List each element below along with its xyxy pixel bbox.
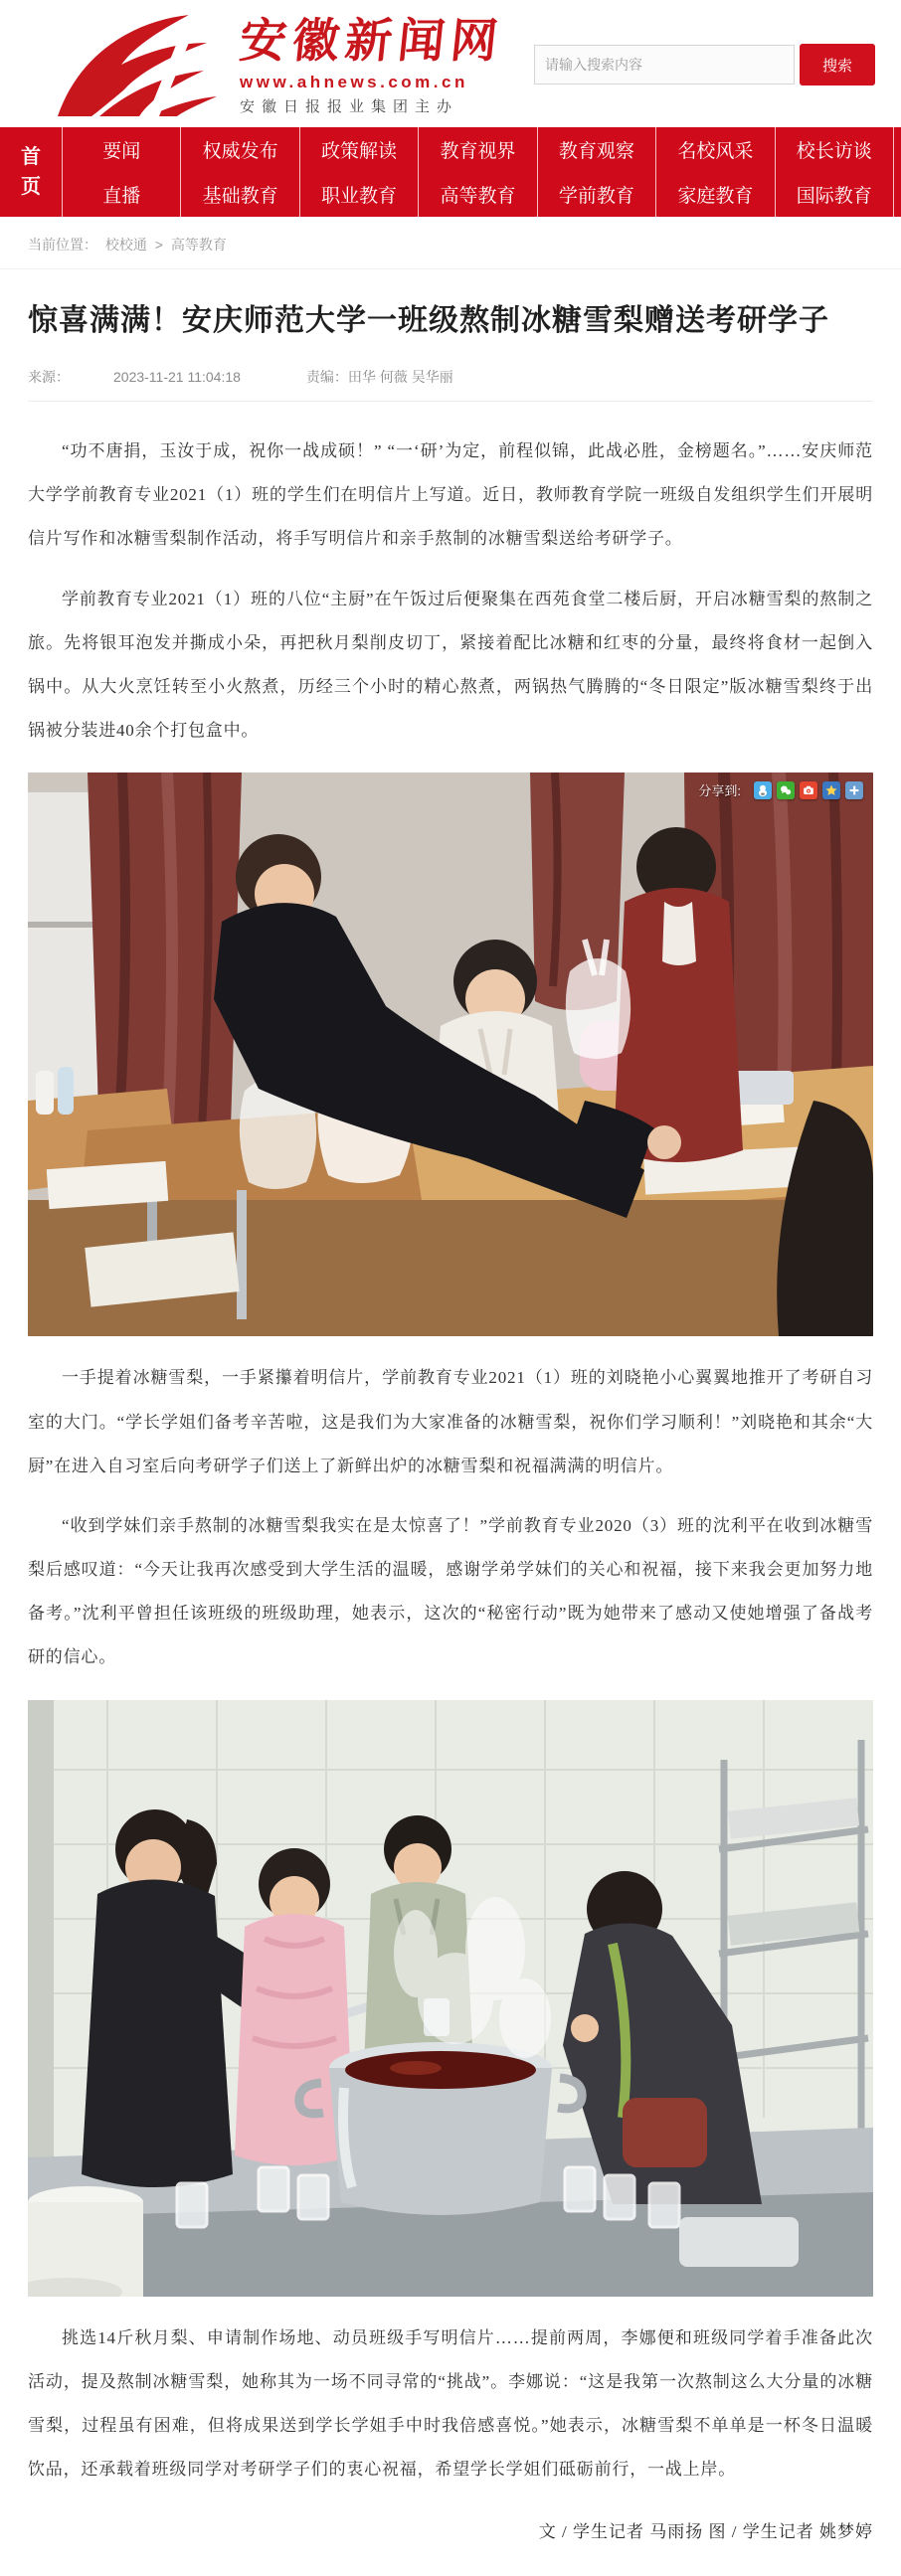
nav-item-jiating-jiaoyu[interactable]: 家庭教育	[655, 172, 774, 217]
source-label: 来源：	[28, 369, 70, 385]
search-button[interactable]: 搜索	[800, 44, 875, 86]
nav-item-guoji-jiaoyu[interactable]: 国际教育	[775, 172, 893, 217]
article-title: 惊喜满满！安庆师范大学一班级熬制冰糖雪梨赠送考研学子	[28, 304, 829, 337]
publish-time: 2023-11-21 11:04:18	[113, 369, 241, 385]
site-logo[interactable]	[40, 13, 506, 117]
share-label: 分享到:	[698, 783, 741, 799]
main-nav	[0, 127, 901, 217]
nav-item-clipped	[893, 127, 901, 172]
search-input[interactable]	[534, 45, 795, 85]
share-qq-icon[interactable]	[754, 781, 772, 799]
nav-item-mingxiao-fengcai[interactable]: 名校风采	[655, 127, 774, 172]
paragraph-4: “收到学妹们亲手熬制的冰糖雪梨我实在是太惊喜了！”学前教育专业2020（3）班的沈利平在收到冰糖雪梨后感叹道：“今天让我再次感受到大学生活的温暖，感谢学弟学妹们的关心和祝福，接下来我会更加努力地备考。”沈利平曾担任该班级的班级助理，她表示，这次的“秘密行动”既为她带来了感动又使她增强了备战考研的信心。	[28, 1515, 873, 1667]
header-search	[534, 44, 875, 86]
site-url: www.ahnews.com.cn	[240, 73, 468, 92]
editors: 田华 何薇 吴华丽	[347, 369, 453, 385]
share-bar	[698, 780, 863, 799]
logo-swoosh-icon	[40, 13, 234, 116]
breadcrumb-section[interactable]: 校校通	[104, 237, 147, 253]
share-wechat-icon[interactable]	[777, 781, 795, 799]
breadcrumb-current[interactable]: 高等教育	[170, 237, 227, 253]
site-subtitle: 安徽日报报业集团主办	[240, 98, 459, 116]
nav-item-clipped	[893, 172, 901, 217]
site-name: 安徽新闻网	[237, 15, 506, 68]
paragraph-3: 一手提着冰糖雪梨，一手紧攥着明信片，学前教育专业2021（1）班的刘晓艳小心翼翼地推开了考研自习室的大门。“学长学姐们备考辛苦啦，这是我们为大家准备的冰糖雪梨，祝你们学习顺利！”刘晓艳和其余“大厨”在进入自习室后向考研学子们送上了新鲜出炉的冰糖雪梨和祝福满满的明信片。	[28, 1368, 873, 1475]
article-photo-classroom	[28, 773, 873, 1336]
nav-item-home[interactable]: 首页	[21, 146, 41, 198]
article-meta	[28, 367, 873, 402]
classroom-photo-image	[28, 773, 873, 1336]
article	[0, 295, 901, 2542]
kitchen-photo-image	[28, 1700, 873, 2297]
paragraph-2: 学前教育专业2021（1）班的八位“主厨”在午饭过后便聚集在西苑食堂二楼后厨，开启冰糖雪梨的熬制之旅。先将银耳泡发并撕成小朵，再把秋月梨削皮切丁，紧接着配比冰糖和红枣的分量，最终将食材一起倒入锅中。从大火烹饪转至小火熬煮，历经三个小时的精心熬煮，两锅热气腾腾的“冬日限定”版冰糖雪梨终于出锅被分装进40余个打包盒中。	[28, 589, 873, 741]
nav-item-jiaoyu-shijie[interactable]: 教育视界	[418, 127, 536, 172]
nav-item-zhibo[interactable]: 直播	[62, 172, 180, 217]
breadcrumb-separator: >	[154, 237, 163, 253]
paragraph-5: 挑选14斤秋月梨、申请制作场地、动员班级手写明信片……提前两周，李娜便和班级同学着手准备此次活动，提及熬制冰糖雪梨，她称其为一场不同寻常的“挑战”。李娜说：“这是我第一次熬制这么大分量的冰糖雪梨，过程虽有困难，但将成果送到学长学姐手中时我倍感喜悦。”她表示，冰糖雪梨不单单是一杯冬日温暖饮品，还承载着班级同学对考研学子们的衷心祝福，希望学长学姐们砥砺前行，一战上岸。	[28, 2327, 873, 2480]
share-more-icon[interactable]	[845, 781, 863, 799]
nav-item-gaodeng-jiaoyu[interactable]: 高等教育	[418, 172, 536, 217]
nav-item-yaowen[interactable]: 要闻	[62, 127, 180, 172]
nav-item-jichu-jiaoyu[interactable]: 基础教育	[180, 172, 298, 217]
share-weibo-icon[interactable]	[800, 781, 817, 799]
nav-item-xueqian-jiaoyu[interactable]: 学前教育	[537, 172, 655, 217]
breadcrumb-label: 当前位置：	[28, 237, 97, 253]
nav-row-1	[62, 127, 901, 172]
nav-item-jiaoyu-guancha[interactable]: 教育观察	[537, 127, 655, 172]
site-header	[0, 0, 901, 127]
article-photo-kitchen	[28, 1700, 873, 2297]
share-qzone-icon[interactable]	[822, 781, 840, 799]
editor-label: 责编：	[305, 369, 348, 385]
nav-item-quanwei-fabu[interactable]: 权威发布	[180, 127, 298, 172]
nav-item-zhengce-jiedu[interactable]: 政策解读	[299, 127, 418, 172]
nav-row-2	[62, 172, 901, 217]
nav-item-xiaozhang-fangtan[interactable]: 校长访谈	[775, 127, 893, 172]
article-byline: 文 / 学生记者 马雨扬 图 / 学生记者 姚梦婷	[538, 2522, 873, 2542]
breadcrumb	[0, 217, 901, 269]
article-body	[28, 402, 873, 2491]
nav-item-zhiye-jiaoyu[interactable]: 职业教育	[299, 172, 418, 217]
paragraph-1: “功不唐捐，玉汝于成，祝你一战成硕！” “一‘研’为定，前程似锦，此战必胜，金榜题名。”……安庆师范大学学前教育专业2021（1）班的学生们在明信片上写道。近日，教师教育学院一班级自发组织学生们开展明信片写作和冰糖雪梨制作活动，将手写明信片和亲手熬制的冰糖雪梨送给考研学子。	[28, 441, 873, 549]
